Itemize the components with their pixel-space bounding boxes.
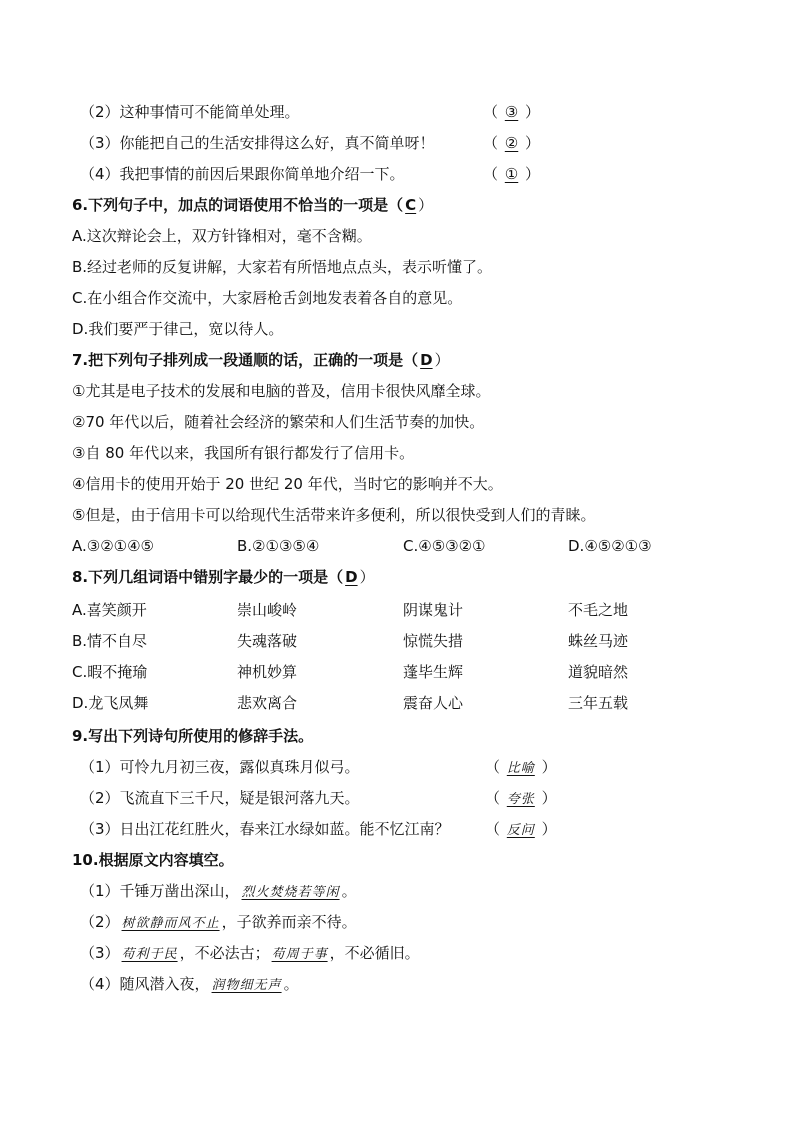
q6-option-d: D.我们要严于律己，宽以待人。 bbox=[72, 320, 284, 338]
paren-close: ） bbox=[434, 351, 450, 369]
paren-open: （ bbox=[483, 103, 499, 121]
q10-text: （2） bbox=[80, 913, 120, 931]
q8-cell: 不毛之地 bbox=[568, 601, 629, 619]
q5-item-text: （2）这种事情可不能简单处理。 bbox=[80, 103, 300, 121]
q10-text: （4）随风潜入夜， bbox=[80, 975, 210, 993]
q9-item-text: （2）飞流直下三千尺，疑是银河落九天。 bbox=[80, 789, 360, 807]
q8-cell: 崇山峻岭 bbox=[237, 601, 298, 619]
q9-item-3 bbox=[80, 819, 450, 839]
q5-item-2-answer bbox=[483, 102, 540, 122]
q10-item-4 bbox=[80, 974, 299, 996]
q7-sentence-4: ④信用卡的使用开始于 20 世纪 20 年代，当时它的影响并不大。 bbox=[72, 475, 503, 493]
paren-close: ） bbox=[418, 196, 434, 214]
paren-close: ） bbox=[525, 134, 541, 152]
q9-item-2 bbox=[80, 788, 360, 808]
paren-close: ） bbox=[541, 820, 557, 838]
q6-option-a: A.这次辩论会上，双方针锋相对，毫不含糊。 bbox=[72, 227, 372, 245]
answer-mark: ① bbox=[504, 165, 519, 183]
paren-open: （ bbox=[485, 758, 501, 776]
q8-cell: A.喜笑颜开 bbox=[72, 601, 147, 619]
q10-text: ，不必法古； bbox=[179, 944, 270, 962]
paren-close: ） bbox=[541, 758, 557, 776]
question-stem: 8.下列几组词语中错别字最少的一项是（ bbox=[72, 568, 344, 586]
q5-item-2 bbox=[80, 102, 300, 122]
answer-handwritten: 夸张 bbox=[506, 792, 535, 807]
q7-option-a: A.③②①④⑤ bbox=[72, 537, 155, 555]
q8-cell: B.情不自尽 bbox=[72, 632, 148, 650]
q10-text: ，子欲养而亲不待。 bbox=[221, 913, 357, 931]
answer-handwritten: 树欲静而风不止 bbox=[121, 916, 220, 931]
answer-mark: ③ bbox=[504, 103, 519, 121]
answer-mark: C bbox=[405, 196, 417, 214]
q10-item-3 bbox=[80, 943, 420, 965]
q8-cell: 神机妙算 bbox=[237, 663, 298, 681]
q7-sentence-5: ⑤但是，由于信用卡可以给现代生活带来许多便利，所以很快受到人们的青睐。 bbox=[72, 506, 596, 524]
q10-item-1 bbox=[80, 881, 357, 903]
q8-cell: 三年五载 bbox=[568, 694, 629, 712]
q9-item-3-answer bbox=[485, 819, 557, 841]
q9-item-2-answer bbox=[485, 788, 557, 810]
answer-handwritten: 比喻 bbox=[506, 761, 535, 776]
answer-handwritten: 反问 bbox=[506, 823, 535, 838]
q7-option-d: D.④⑤②①③ bbox=[568, 537, 652, 555]
q7-stem bbox=[72, 350, 450, 370]
q7-sentence-3: ③自 80 年代以来，我国所有银行都发行了信用卡。 bbox=[72, 444, 415, 462]
q8-cell: 蓬毕生辉 bbox=[403, 663, 464, 681]
q7-sentence-2: ②70 年代以后，随着社会经济的繁荣和人们生活节奏的加快。 bbox=[72, 413, 485, 431]
answer-mark: D bbox=[420, 351, 433, 369]
paren-open: （ bbox=[485, 820, 501, 838]
q5-item-4 bbox=[80, 164, 405, 184]
q8-cell: C.暇不掩瑜 bbox=[72, 663, 148, 681]
q5-item-4-answer bbox=[483, 164, 540, 184]
q9-stem: 9.写出下列诗句所使用的修辞手法。 bbox=[72, 727, 314, 745]
paren-close: ） bbox=[525, 103, 541, 121]
q9-item-1-answer bbox=[485, 757, 557, 779]
q10-stem: 10.根据原文内容填空。 bbox=[72, 851, 234, 869]
q7-sentence-1: ①尤其是电子技术的发展和电脑的普及，信用卡很快风靡全球。 bbox=[72, 382, 491, 400]
paren-open: （ bbox=[483, 165, 499, 183]
paren-close: ） bbox=[359, 568, 375, 586]
q5-item-text: （4）我把事情的前因后果跟你简单地介绍一下。 bbox=[80, 165, 405, 183]
q9-item-1 bbox=[80, 757, 360, 777]
q9-item-text: （1）可怜九月初三夜，露似真珠月似弓。 bbox=[80, 758, 360, 776]
q5-item-3 bbox=[80, 133, 435, 153]
q8-cell: 惊慌失措 bbox=[403, 632, 464, 650]
paren-close: ） bbox=[525, 165, 541, 183]
q7-option-b: B.②①③⑤④ bbox=[237, 537, 320, 555]
q6-stem bbox=[72, 195, 433, 215]
q8-stem bbox=[72, 567, 375, 587]
q8-cell: D.龙飞凤舞 bbox=[72, 694, 149, 712]
answer-handwritten: 烈火焚烧若等闲 bbox=[241, 885, 340, 900]
q6-option-c: C.在小组合作交流中，大家唇枪舌剑地发表着各自的意见。 bbox=[72, 289, 463, 307]
answer-mark: D bbox=[345, 568, 358, 586]
paren-close: ） bbox=[541, 789, 557, 807]
q10-text: ，不必循旧。 bbox=[329, 944, 420, 962]
q5-item-3-answer bbox=[483, 133, 540, 153]
question-stem: 7.把下列句子排列成一段通顺的话，正确的一项是（ bbox=[72, 351, 419, 369]
q8-cell: 失魂落破 bbox=[237, 632, 298, 650]
q8-cell: 阴谋鬼计 bbox=[403, 601, 464, 619]
q10-text: （3） bbox=[80, 944, 120, 962]
q8-cell: 道貌暗然 bbox=[568, 663, 629, 681]
answer-handwritten: 苟利于民 bbox=[121, 947, 178, 962]
q10-text: 。 bbox=[283, 975, 299, 993]
q7-option-c: C.④⑤③②① bbox=[403, 537, 486, 555]
paren-open: （ bbox=[485, 789, 501, 807]
q5-item-text: （3）你能把自己的生活安排得这么好，真不简单呀！ bbox=[80, 134, 435, 152]
q8-cell: 震奋人心 bbox=[403, 694, 464, 712]
answer-mark: ② bbox=[504, 134, 519, 152]
q8-cell: 蛛丝马迹 bbox=[568, 632, 629, 650]
q8-cell: 悲欢离合 bbox=[237, 694, 298, 712]
q10-item-2 bbox=[80, 912, 357, 934]
q6-option-b: B.经过老师的反复讲解，大家若有所悟地点点头，表示听懂了。 bbox=[72, 258, 493, 276]
q9-item-text: （3）日出江花红胜火，春来江水绿如蓝。能不忆江南？ bbox=[80, 820, 450, 838]
q10-text: （1）千锤万凿出深山， bbox=[80, 882, 240, 900]
question-stem: 6.下列句子中，加点的词语使用不恰当的一项是（ bbox=[72, 196, 404, 214]
answer-handwritten: 苟周于事 bbox=[271, 947, 328, 962]
q10-text: 。 bbox=[341, 882, 357, 900]
paren-open: （ bbox=[483, 134, 499, 152]
answer-handwritten: 润物细无声 bbox=[211, 978, 282, 993]
